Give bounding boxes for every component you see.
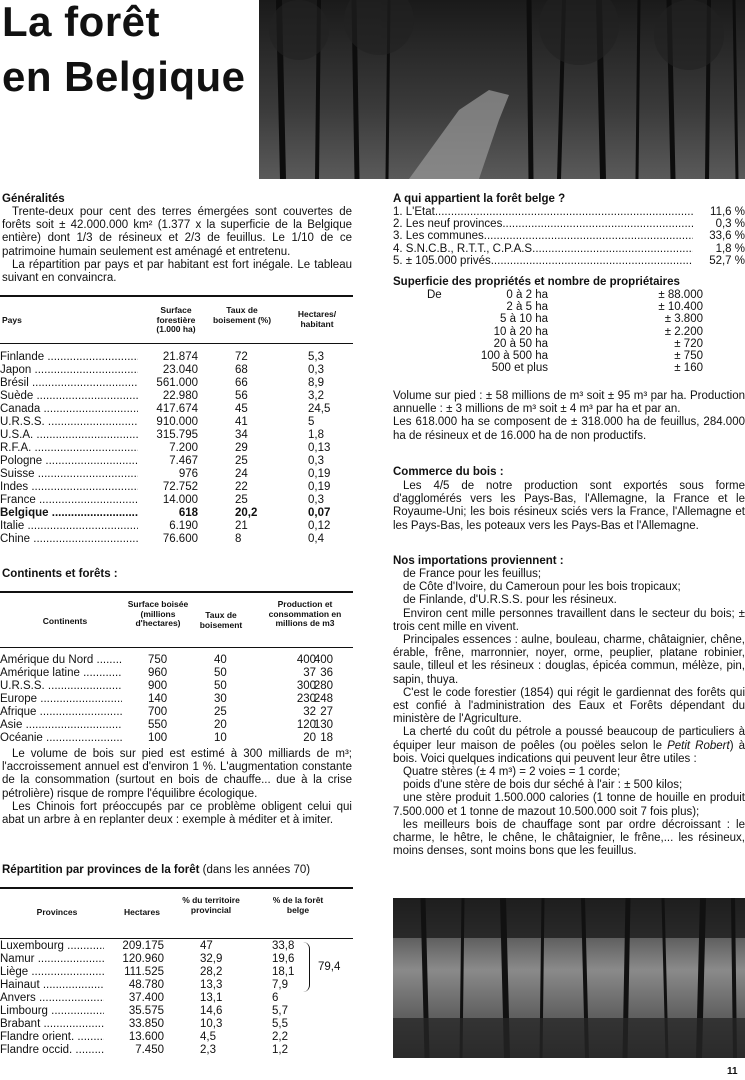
- range-cell: 5 à 10 ha: [500, 313, 548, 326]
- pays-cell: U.R.S.S. .....: [0, 416, 138, 428]
- pct-foret-cell: 2,2: [272, 1031, 288, 1043]
- pct-territoire-cell: 2,3: [200, 1044, 216, 1056]
- hectares-cell: 35.575: [128, 1005, 164, 1017]
- table-row: [0, 693, 353, 705]
- table-row: [0, 429, 353, 441]
- pct-foret-cell: 1,2: [272, 1044, 288, 1056]
- importations-para-2: Principales essences : aulne, bouleau, charme, châtaignier, chêne, érable, frêne, marronnier, noyer, orme, peuplier, platane robinier, saule, tilleul et les résineux : douglas, épicéa commun, mélèze, pin, sapin, thuya.: [393, 634, 745, 686]
- hectares-cell: 0,13: [308, 442, 331, 454]
- table-row: [0, 1031, 353, 1043]
- table-row: [0, 680, 353, 692]
- pays-cell: Suisse .....: [0, 468, 138, 480]
- pays-cell: France .....: [0, 494, 138, 506]
- hectares-cell: 5,3: [308, 351, 324, 363]
- owner-label: 5. ± 105.000 privés: [393, 254, 491, 267]
- importations-para-1: Environ cent mille personnes travaillent dans le secteur du bois; ± trois cent mille en vivent.: [393, 607, 745, 633]
- pays-table-top-rule: [0, 295, 353, 297]
- count-cell: ± 750: [674, 350, 703, 362]
- col-header-provinces: Provinces: [36, 907, 78, 917]
- hectares-cell: 24,5: [308, 403, 331, 415]
- pays-cell: Belgique .....: [0, 507, 138, 519]
- table-row: [0, 481, 353, 493]
- taux-cell: 24: [235, 468, 248, 480]
- table-row: [0, 403, 353, 415]
- continent-cell: Amérique du Nord .....: [0, 654, 122, 666]
- table-row: [393, 313, 745, 325]
- surface-cell: 960: [148, 667, 168, 679]
- hectares-cell: 13.600: [128, 1031, 164, 1043]
- title-line-2: en Belgique: [2, 53, 246, 100]
- provinces-bracket: [303, 942, 310, 992]
- consommation-cell: 18: [320, 732, 333, 744]
- continents-text: [2, 748, 352, 827]
- taux-cell: 45: [235, 403, 248, 415]
- range-cell: 2 à 5 ha: [506, 301, 548, 314]
- pays-cell: Pologne .....: [0, 455, 138, 467]
- importations-para-6: les meilleurs bois de chauffage sont par ordre décroissant : le charme, le hêtre, le chêne, le châtaignier, le frêne,... les résineux, moins denses, sont moins bons que les feuillus.: [393, 818, 745, 858]
- table-row: [0, 468, 353, 480]
- owner-share: 33,6 %: [709, 230, 745, 243]
- pays-cell: Indes .....: [0, 481, 138, 493]
- table-row: [0, 992, 353, 1004]
- continent-cell: Asie .....: [0, 719, 122, 731]
- pct-foret-cell: 33,8: [272, 940, 295, 952]
- table-row: [0, 390, 353, 402]
- table-row: [0, 416, 353, 428]
- table-row: [0, 377, 353, 389]
- province-cell: Luxembourg .....: [0, 940, 104, 952]
- table-row: [0, 520, 353, 532]
- province-cell: Flandre occid. .....: [0, 1044, 104, 1056]
- pays-cell: Brésil .....: [0, 377, 138, 389]
- hectares-cell: 111.525: [124, 966, 164, 978]
- taux-cell: 8: [235, 533, 242, 545]
- hectares-cell: 48.780: [128, 979, 164, 991]
- continent-cell: Océanie .....: [0, 732, 122, 744]
- surface-cell: 6.190: [169, 520, 198, 532]
- taux-cell: 21: [235, 520, 248, 532]
- continent-cell: U.R.S.S. .....: [0, 680, 122, 692]
- surface-cell: 976: [178, 468, 198, 480]
- hectares-cell: 1,8: [308, 429, 324, 441]
- pays-cell: Chine .....: [0, 533, 138, 545]
- taux-cell: 30: [214, 693, 227, 705]
- hectares-cell: 0,4: [308, 533, 324, 545]
- pct-territoire-cell: 13,1: [200, 992, 223, 1004]
- taux-cell: 20: [214, 719, 227, 731]
- importations-line-2: de Côte d'Ivoire, du Cameroun pour les bois tropicaux;: [403, 581, 681, 594]
- list-item: [393, 243, 745, 255]
- consommation-cell: 280: [313, 680, 333, 692]
- count-cell: ± 720: [674, 337, 703, 350]
- hectares-cell: 0,07: [308, 507, 331, 519]
- taux-cell: 10: [214, 732, 227, 744]
- surface-cell: 561.000: [156, 377, 198, 389]
- production-cell: 37: [303, 667, 316, 679]
- table-row: [0, 533, 353, 545]
- consommation-cell: 248: [313, 693, 333, 705]
- hectares-cell: 0,19: [308, 481, 331, 493]
- pct-territoire-cell: 32,9: [200, 953, 223, 965]
- hectares-cell: 3,2: [308, 390, 324, 402]
- hectares-cell: 0,3: [308, 364, 324, 376]
- commerce-text: [393, 480, 745, 533]
- surface-cell: 23.040: [162, 364, 198, 376]
- production-cell: 300: [296, 680, 316, 692]
- pct-foret-cell: 6: [272, 992, 279, 1004]
- continent-cell: Amérique latine .....: [0, 667, 122, 679]
- pct-territoire-cell: 14,6: [200, 1005, 223, 1017]
- provinces-heading-bold: Répartition par provinces de la forêt: [2, 864, 200, 876]
- owner-share: 52,7 %: [709, 254, 745, 267]
- pays-cell: Japon .....: [0, 364, 138, 376]
- generalites-para-2: La répartition par pays et par habitant est fort inégale. Le tableau suivant en convaincra.: [2, 258, 352, 285]
- pct-foret-cell: 7,9: [272, 979, 288, 991]
- forest-path-photo: [259, 0, 745, 179]
- range-cell: 10 à 20 ha: [493, 325, 548, 338]
- count-cell: ± 10.400: [658, 301, 703, 314]
- pays-table-header: [0, 300, 353, 340]
- generalites-para-1: Trente-deux pour cent des terres émergées sont couvertes de forêts soit ± 42.000.000 km² (1.377 x la superficie de la Belgique entière) dont 1/3 de résineux et 2/3 de feuillus. Le 1/10 de ce patrimoine humain seulement est aménagé et entretenu.: [2, 206, 352, 258]
- surface-cell: 618: [178, 507, 198, 519]
- surface-cell: 7.200: [169, 442, 198, 454]
- province-cell: Liège .....: [0, 966, 104, 978]
- dot-leader: [435, 206, 693, 218]
- owner-label: 4. S.N.C.B., R.T.T., C.P.A.S.: [393, 242, 536, 255]
- superficie-para-2: Les 618.000 ha se composent de ± 318.000 ha de feuillus, 284.000 ha de résineux et de 16.000 ha de non productifs.: [393, 416, 745, 442]
- page-number: 11: [727, 1066, 738, 1077]
- table-row: [393, 326, 745, 338]
- importations-line-1: de France pour les feuillus;: [403, 568, 542, 580]
- count-cell: ± 3.800: [664, 313, 703, 326]
- surface-cell: 7.467: [169, 455, 198, 467]
- range-cell: 20 à 50 ha: [493, 337, 548, 350]
- commerce-heading: Commerce du bois :: [393, 466, 504, 478]
- owner-share: 11,6 %: [710, 206, 745, 218]
- petit-robert-title: Petit Robert: [667, 739, 730, 752]
- taux-cell: 20,2: [235, 507, 258, 519]
- consommation-cell: 130: [313, 719, 333, 731]
- pct-foret-cell: 5,7: [272, 1005, 288, 1017]
- list-item: [393, 206, 745, 218]
- pct-territoire-cell: 28,2: [200, 966, 223, 978]
- provinces-heading-rest: (dans les années 70): [202, 864, 311, 876]
- table-row: [0, 494, 353, 506]
- pct-foret-cell: 18,1: [272, 966, 295, 978]
- hectares-cell: 8,9: [308, 377, 324, 389]
- dot-leader: [484, 230, 693, 242]
- proprietaires-heading: A qui appartient la forêt belge ?: [393, 193, 566, 205]
- taux-cell: 25: [235, 494, 248, 506]
- owner-share: 1,8 %: [715, 242, 745, 255]
- importations-heading: Nos importations proviennent :: [393, 555, 564, 567]
- taux-cell: 34: [235, 429, 248, 441]
- taux-cell: 50: [214, 680, 227, 692]
- hectares-cell: 209.175: [122, 940, 164, 952]
- owner-share: 0,3 %: [715, 218, 745, 231]
- importations-para-3: C'est le code forestier (1854) qui régit le gardiennat des forêts qui est confié à l'administration des Eaux et Forêts dépendant du ministère de l'Agriculture.: [393, 686, 745, 726]
- table-row: [393, 350, 745, 362]
- surface-cell: 910.000: [156, 416, 198, 428]
- superficie-de: De: [427, 289, 442, 301]
- province-cell: Namur .....: [0, 953, 104, 965]
- province-cell: Flandre orient. .....: [0, 1031, 104, 1043]
- table-row: [0, 979, 353, 991]
- hectares-cell: 120.960: [122, 953, 164, 965]
- province-cell: Hainaut .....: [0, 979, 104, 991]
- table-row: [393, 338, 745, 350]
- pays-cell: Italie .....: [0, 520, 138, 532]
- surface-cell: 315.795: [156, 429, 198, 441]
- list-item: [393, 255, 745, 267]
- title-line-1: La forêt: [2, 0, 161, 45]
- taux-cell: 40: [214, 654, 227, 666]
- taux-cell: 66: [235, 377, 248, 389]
- hectares-cell: 0,3: [308, 494, 324, 506]
- table-row: [393, 289, 745, 301]
- pct-foret-cell: 19,6: [272, 953, 295, 965]
- table-row: [0, 364, 353, 376]
- table-row: [0, 1005, 353, 1017]
- table-row: [0, 442, 353, 454]
- continents-para-1: Le volume de bois sur pied est estimé à 300 milliards de m³; l'accroissement annuel est d'environ 1 %. L'augmentation constante de la consommation (surtout en bois de chauffe... due à la crise pétrolière) risque de rompre l'équilibre écologique.: [2, 748, 352, 800]
- surface-cell: 700: [148, 706, 168, 718]
- table-row: [0, 940, 353, 952]
- para-4-end: ) à bois. Voici quelques indications qui peuvent leur être utiles :: [393, 739, 745, 765]
- count-cell: ± 2.200: [664, 325, 703, 338]
- owner-label: 1. L'Etat: [393, 206, 435, 218]
- table-row: [0, 507, 353, 519]
- dot-leader: [535, 243, 693, 255]
- taux-cell: 25: [235, 455, 248, 467]
- continents-table-header-rule: [0, 647, 353, 648]
- surface-cell: 76.600: [162, 533, 198, 545]
- production-cell: 32: [303, 706, 316, 718]
- hectares-cell: 5: [308, 416, 315, 428]
- provinces-table-header-rule: [0, 938, 353, 939]
- hectares-cell: 0,3: [308, 455, 324, 467]
- col-header-pct-foret: % de la forêt belge: [272, 895, 324, 915]
- consommation-cell: 400: [313, 654, 333, 666]
- surface-cell: 900: [148, 680, 168, 692]
- superficie-text: [393, 390, 745, 443]
- range-cell: 100 à 500 ha: [480, 350, 548, 362]
- count-cell: ± 88.000: [658, 289, 703, 301]
- continents-heading: Continents et forêts :: [2, 568, 118, 580]
- col-header-pct-territoire: % du territoire provincial: [182, 895, 240, 915]
- list-item: [393, 218, 745, 230]
- surface-cell: 417.674: [156, 403, 198, 415]
- taux-cell: 25: [214, 706, 227, 718]
- col-header-production: Production et consommation en millions de m3: [268, 599, 342, 628]
- count-cell: ± 160: [674, 362, 703, 375]
- table-row: [393, 301, 745, 313]
- table-row: [0, 654, 353, 666]
- importations-line-4: Quatre stères (± 4 m³) = 2 voies = 1 corde;: [403, 766, 621, 779]
- pct-territoire-cell: 4,5: [200, 1031, 216, 1043]
- continent-cell: Europe .....: [0, 693, 122, 705]
- pct-territoire-cell: 13,3: [200, 979, 223, 991]
- pays-cell: Finlande .....: [0, 351, 138, 363]
- col-header-taux: Taux de boisement (%): [212, 305, 272, 325]
- table-row: [0, 455, 353, 467]
- pays-cell: U.S.A. .....: [0, 429, 138, 441]
- surface-cell: 550: [148, 719, 168, 731]
- surface-cell: 100: [148, 732, 168, 744]
- province-cell: Limbourg .....: [0, 1005, 104, 1017]
- pct-foret-cell: 5,5: [272, 1018, 288, 1030]
- taux-cell: 68: [235, 364, 248, 376]
- pays-cell: R.F.A. .....: [0, 442, 138, 454]
- list-item: [393, 230, 745, 242]
- continents-table-top-rule: [0, 591, 353, 593]
- table-row: [0, 706, 353, 718]
- production-cell: 400: [296, 654, 316, 666]
- hectares-cell: 0,12: [308, 520, 331, 532]
- range-cell: 500 et plus: [491, 362, 548, 375]
- production-cell: 230: [296, 693, 316, 705]
- continents-table-body: [0, 654, 353, 744]
- table-row: [393, 362, 745, 374]
- pct-territoire-cell: 10,3: [200, 1018, 223, 1030]
- col-header-taux-boisement: Taux de boisement: [199, 610, 243, 630]
- continents-para-2: Les Chinois fort préoccupés par ce problème obligent celui qui abat un arbre à en replanter deux : exemple à méditer et à imiter.: [2, 800, 352, 827]
- col-header-surface-boisee: Surface boisée (millions d'hectares): [127, 599, 189, 628]
- taux-cell: 56: [235, 390, 248, 402]
- table-row: [0, 1044, 353, 1056]
- page-title: [2, 0, 246, 104]
- col-header-pays: Pays: [2, 315, 22, 325]
- consommation-cell: 27: [320, 706, 333, 718]
- surface-cell: 14.000: [162, 494, 198, 506]
- para-4-start: La cherté du coût du pétrole a poussé beaucoup de particuliers à équiper leur maison de poêles (ou poëles selon le: [393, 726, 745, 752]
- importations-line-3: de Finlande, d'U.R.S.S. pour les résineux.: [403, 594, 617, 607]
- table-row: [0, 966, 353, 978]
- dot-leader: [502, 218, 693, 230]
- production-cell: 20: [303, 732, 316, 744]
- taux-cell: 72: [235, 351, 248, 363]
- provinces-table-header: [0, 892, 353, 938]
- table-row: [0, 351, 353, 363]
- surface-cell: 22.980: [162, 390, 198, 402]
- provinces-table-top-rule: [0, 887, 353, 889]
- superficie-heading: Superficie des propriétés et nombre de propriétaires: [393, 276, 680, 288]
- pays-table-header-rule: [0, 343, 353, 344]
- generalites-text: [2, 206, 352, 285]
- continent-cell: Afrique .....: [0, 706, 122, 718]
- hectares-cell: 33.850: [128, 1018, 164, 1030]
- dot-leader: [491, 255, 693, 267]
- province-cell: Anvers .....: [0, 992, 104, 1004]
- hectares-cell: 7.450: [135, 1044, 164, 1056]
- consommation-cell: 36: [320, 667, 333, 679]
- continents-table-header: [0, 596, 353, 646]
- col-header-continents: Continents: [42, 616, 88, 626]
- table-row: [0, 1018, 353, 1030]
- taux-cell: 22: [235, 481, 248, 493]
- table-row: [0, 953, 353, 965]
- importations-para-4: [393, 726, 745, 766]
- col-header-prov-hectares: Hectares: [124, 907, 160, 917]
- pays-cell: Suède .....: [0, 390, 138, 402]
- owner-label: 2. Les neuf provinces: [393, 218, 503, 231]
- province-cell: Brabant .....: [0, 1018, 104, 1030]
- pct-territoire-cell: 47: [200, 940, 213, 952]
- hectares-cell: 0,19: [308, 468, 331, 480]
- owner-label: 3. Les communes: [393, 230, 484, 243]
- pays-cell: Canada .....: [0, 403, 138, 415]
- production-cell: 120: [296, 719, 316, 731]
- importations-text: [393, 568, 745, 858]
- table-row: [0, 719, 353, 731]
- surface-cell: 750: [148, 654, 168, 666]
- surface-cell: 140: [148, 693, 168, 705]
- provinces-table-body: [0, 940, 353, 1060]
- provinces-bracket-total: 79,4: [318, 961, 341, 973]
- taux-cell: 50: [214, 667, 227, 679]
- range-cell: 0 à 2 ha: [506, 289, 548, 301]
- proprietaires-list: [393, 206, 745, 270]
- taux-cell: 41: [235, 416, 248, 428]
- table-row: [0, 732, 353, 744]
- provinces-heading: [2, 864, 310, 876]
- superficie-table: [393, 289, 745, 385]
- importations-para-5: une stère produit 1.500.000 calories (1 tonne de houille en produit 7.500.000 et 1 tonne de mazout 10.500.000 soit 7 fois plus);: [393, 792, 745, 818]
- pays-table-body: [0, 351, 353, 551]
- superficie-para-1: Volume sur pied : ± 58 millions de m³ soit ± 95 m³ par ha. Production annuelle : ± 3 millions de m³ soit ± 4 m³ par ha et par an.: [393, 390, 745, 416]
- table-row: [0, 667, 353, 679]
- surface-cell: 72.752: [162, 481, 198, 493]
- forest-trees-photo: [393, 898, 745, 1058]
- commerce-para: Les 4/5 de notre production sont exportés sous forme d'agglomérés vers les Pays-Bas, l'Allemagne, la France et le Royaume-Uni; les bois résineux sciés vers la France, l'Allemagne et les Pays-Bas, les poteaux vers les Pays-Bas et l'Allemagne.: [393, 480, 745, 532]
- taux-cell: 29: [235, 442, 248, 454]
- hectares-cell: 37.400: [128, 992, 164, 1004]
- col-header-hectares: Hectares/ habitant: [297, 309, 337, 329]
- generalites-heading: Généralités: [2, 193, 65, 205]
- importations-line-5: poids d'une stère de bois dur séché à l'air : ± 500 kilos;: [403, 779, 683, 792]
- col-header-surface: Surface forestière (1.000 ha): [156, 305, 196, 334]
- surface-cell: 21.874: [162, 351, 198, 363]
